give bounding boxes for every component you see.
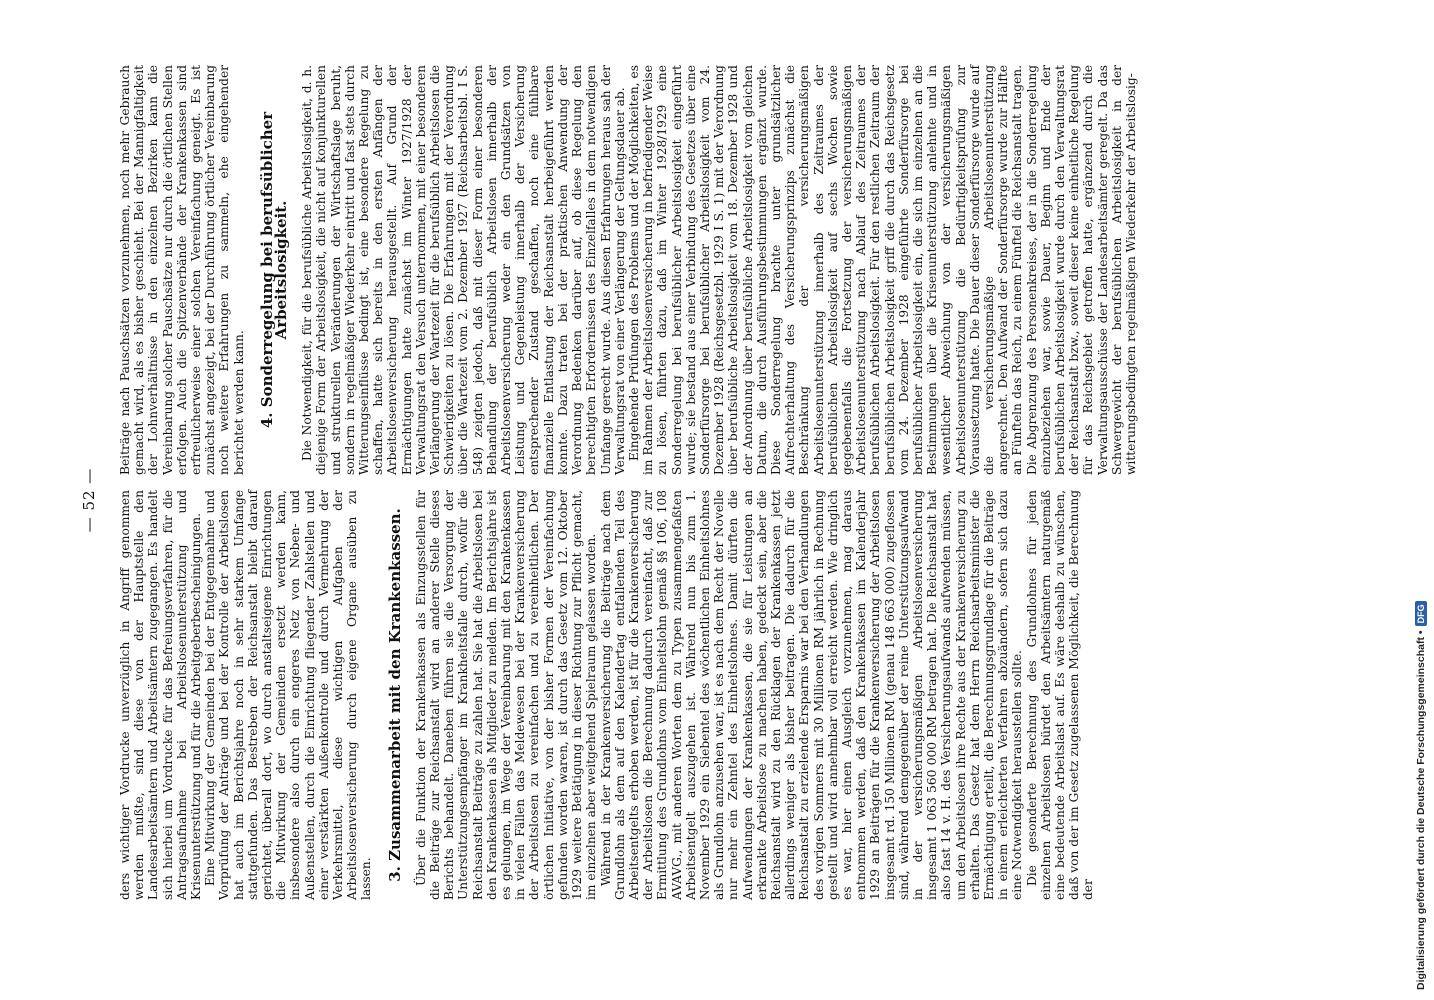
paragraph-notwendigkeit: Die Notwendigkeit, für die berufsübliche Arbeitslosigkeit, d. h. diejenige Form der Arbeitslosigkeit, die nicht auf konjunkturellen und strukturellen Veränderungen der Wirtschaftslage beruht, sondern in regelmäßiger Wiederkehr eintritt und fast stets durch Witterungseinflüsse bedingt ist, eine besondere Regelung zu schaffen, hatte sich bereits in den ersten Anfängen der Arbeitslosenversicherung herausgestellt. Auf Grund der Ermächtigungen hatte zunächst im Winter 1927/1928 der Verwaltungsrat den Versuch unternommen, mit einer besonderen Verlängerung der Wartezeit für die berufsüblich Arbeitslosen die Schwierigkeiten zu lösen. Die Erfahrungen mit der Verordnung über die Wartezeit vom 2. Dezember 1927 (Reichsarbeitsbl. I S. 548) zeigten jedoch, daß mit dieser Form einer besonderen Behandlung der berufsüblich Arbeitslosen innerhalb der Arbeitslosenversicherung weder ein den Grundsätzen von Leistung und Gegenleistung innerhalb der Versicherung entsprechender Zustand geschaffen, noch eine fühlbare finanzielle Entlastung der Reichsanstalt herbeigeführt werden konnte. Dazu traten bei der praktischen Anwendung der Verordnung Bedenken darüber auf, ob diese Regelung den berechtigten Erfordernissen des Einzelfalles in dem notwendigen Umfange gerecht wurde. Aus diesen Erfahrungen heraus sah der Verwaltungsrat von einer Verlängerung der Geltungsdauer ab. xyxy=(300,65,627,475)
paragraph-eingehende: Eingehende Prüfungen des Problems und der Möglichkeiten, es im Rahmen der Arbeitslosenversicherung in befriedigender Weise zu lösen, führten dazu, daß im Winter 1928/1929 eine Sonderregelung bei berufsüblicher Arbeitslosigkeit eingeführt wurde; sie bestand aus einer Verbindung des Gesetzes über eine Sonderfürsorge bei berufsüblicher Arbeitslosigkeit vom 24. Dezember 1928 (Reichsgesetzbl. 1929 I S. 1) mit der Verordnung über berufsübliche Arbeitslosigkeit vom 18. Dezember 1928 und der Anordnung über berufsübliche Arbeitslosigkeit vom gleichen Datum, die durch Ausführungsbestimmungen ergänzt wurde. Diese Sonderregelung brachte unter grundsätzlicher Aufrechterhaltung des Versicherungsprinzips zunächst die Beschränkung der versicherungsmäßigen Arbeitslosenunterstützung innerhalb des Zeitraumes der berufsüblichen Arbeitslosigkeit auf sechs Wochen sowie gegebenenfalls die Fortsetzung der versicherungsmäßigen Arbeitslosenunterstützung nach Ablauf des Zeitraumes der berufsüblichen Arbeitslosigkeit. Für den restlichen Zeitraum der berufsüblichen Arbeitslosigkeit griff die durch das Reichsgesetz vom 24. Dezember 1928 eingeführte Sonderfürsorge bei berufsüblicher Arbeitslosigkeit ein, die sich im einzelnen an die Bestimmungen über die Krisenunterstützung anlehnte und in wesentlicher Abweichung von der versicherungsmäßigen Arbeitslosenunterstützung die Bedürftigkeitsprüfung zur Voraussetzung hatte. Die Dauer dieser Sonderfürsorge wurde auf die versicherungsmäßige Arbeitslosenunterstützung angerechnet. Den Aufwand der Sonderfürsorge wurde zur Hälfte an Fünfteln das Reich, zu einem Fünftel die Reichsanstalt tragen. Die Abgrenzung des Personenkreises, der in die Sonderregelung einzubeziehen war, sowie Dauer, Beginn und Ende der berufsüblichen Arbeitslosigkeit wurde durch den Verwaltungsrat der Reichsanstalt bzw., soweit dieser keine einheitliche Regelung für das Reichsgebiet getroffen hatte, ergänzend durch die Verwaltungsausschüsse der Landesarbeitsämter geregelt. Da das Schwergewicht der berufsüblichen Arbeitslosigkeit in der witterungsbedingten regelmäßigen Wiederkehr der Arbeitslosig- xyxy=(626,65,1139,475)
paragraph-funktion: Über die Funktion der Krankenkassen als Einzugsstellen für die Beiträge zur Reichsanstalt wird an anderer Stelle dieses Berichts behandelt. Daneben führen sie die Versorgung der Unterstützungsempfänger im Krankheitsfalle durch, wofür die Reichsanstalt Beiträge zu zahlen hat. Sie hat die Arbeitslosen bei den Krankenkassen als Mitglieder zu melden. Im Berichtsjahre ist es gelungen, im Wege der Vereinbarung mit den Krankenkassen in vielen Fällen das Meldewesen bei der Krankenversicherung der Arbeitslosen zu vereinfachen und zu vereinheitlichen. Der örtlichen Initiative, von der bisher Formen der Vereinfachung gefunden worden waren, ist durch das Gesetz vom 12. Oktober 1929 weitere Betätigung in dieser Richtung zur Pflicht gemacht, im einzelnen aber weitgehend Spielraum gelassen worden. xyxy=(413,490,599,900)
dfg-funding-note xyxy=(1413,500,1433,1000)
paragraph-gesonderte: Die gesonderte Berechnung des Grundlohnes für jeden einzelnen Arbeitslosen bürdet den Arbeitsämtern naturgemäß eine bedeutende Arbeitslast auf. Es wäre deshalb zu wünschen, daß von der im Gesetz zugelassenen Möglichkeit, die Berechnung der xyxy=(1024,490,1096,900)
paragraph-waehrend: Während in der Krankenversicherung die Beiträge nach dem Grundlohn als dem auf den Kalendertag entfallenden Teil des Arbeitsentgelts erhoben werden, ist für die Krankenversicherung der Arbeitslosen die Berechnung dadurch vereinfacht, daß zur Ermittlung des Grundlohns vom Einheitslohn gemäß §§ 106, 108 AVAVG., mit anderen Worten dem zu Typen zusammengefaßten Arbeitsentgelt auszugehen ist. Während nun bis zum 1. November 1929 ein Siebentel des wöchentlichen Einheitslohnes als Grundlohn anzusehen war, ist es nach dem Recht der Novelle nur mehr ein Zehntel des Einheitslohnes. Damit dürften die Aufwendungen der Krankenkassen, die sie für Leistungen an erkrankte Arbeitslose zu machen haben, gedeckt sein, aber die Reichsanstalt wird zu den Rücklagen der Krankenkassen jetzt allerdings weniger als bisher beitragen. Die dadurch für die Reichsanstalt zu erzielende Ersparnis war bei den Verhandlungen des vorigen Sommers mit 30 Millionen RM jährlich in Rechnung gestellt und wird annehmbar voll erreicht werden. Wie dringlich es war, hier einen Ausgleich vorzunehmen, mag daraus entnommen werden, daß den Krankenkassen im Kalenderjahr 1929 an Beiträgen für die Krankenversicherung der Arbeitslosen insgesamt rd. 150 Millionen RM (genau 148 663 000) zugeflossen sind, während demgegenüber der reine Unterstützungsaufwand in der versicherungsmäßigen Arbeitslosenversicherung insgesamt 1 063 560 000 RM betragen hat. Die Reichsanstalt hat also fast 14 v. H. des Versicherungsaufwands aufwenden müssen, um den Arbeitslosen ihre Rechte aus der Krankenversicherung zu erhalten. Das Gesetz hat dem Herrn Reichsarbeitsminister die Ermächtigung erteilt, die Berechnungsgrundlage für die Beiträge in einem erleichterten Verfahren abzuändern, sofern sich dazu eine Notwendigkeit herausstellen sollte. xyxy=(598,490,1025,900)
page-number: — 52 — xyxy=(80,467,98,533)
section-heading-3: 3. Zusammenarbeit mit den Krankenkassen. xyxy=(385,508,404,882)
paragraph-gemeinden: Eine Mitwirkung der Gemeinden bei der Entgegennahme und Vorprüfung der Anträge und bei der Kontrolle der Arbeitslosen hat auch im Berichtsjahre noch in sehr starkem Umfange stattgefunden. Das Bestreben der Reichsanstalt bleibt darauf gerichtet, überall dort, wo durch anstaltseigene Einrichtungen die Mitwirkung der Gemeinden ersetzt werden kann, insbesondere also durch ein engeres Netz von Neben- und Außenstellen, durch die Einrichtung fliegender Zahlstellen und einer verstärkten Außenkontrolle und durch Vermehrung der Verkehrsmittel, diese wichtigen Aufgaben der Arbeitslosenversicherung durch eigene Organe ausüben zu lassen. xyxy=(203,490,374,900)
right-column xyxy=(118,65,1138,475)
paragraph-intro: ders wichtiger Vordrucke unverzüglich in Angriff genommen werden mußte, sind diese von der Hauptstelle den Landesarbeitsämtern und Arbeitsämtern zugegangen. Es handelt sich hierbei um Vordrucke für das Befreiungsverfahren, für die Antragsaufnahme bei Arbeitslosenunterstützung und Krisenunterstützung und für die Arbeitgeberbescheinigungen. xyxy=(118,490,204,900)
dfg-logo-badge: DFG xyxy=(1415,601,1427,626)
paragraph-beitraege: Beiträge nach Pauschsätzen vorzunehmen, noch mehr Gebrauch gemacht wird, als es bisher geschieht. Bei der Mannigfaltigkeit der Lohnverhältnisse in den einzelnen Bezirken kann die Vereinbarung solcher Pauschsätze nur durch die örtlichen Stellen erfolgen. Auch die Spitzenverbände der Krankenkassen sind erfreulicherweise einer solchen Vereinfachung geneigt. Es ist zunächst angezeigt, bei der Durchführung örtlicher Vereinbarung noch weitere Erfahrungen zu sammeln, ehe eingehender berichtet werden kann. xyxy=(118,65,246,475)
section-heading-4: 4. Sonderregelung bei berufsüblicher Arbeitslosigkeit. xyxy=(257,111,291,429)
left-column xyxy=(118,490,1096,900)
dfg-note-text: Digitalisierung gefördert durch die Deutsche Forschungsgemeinschaft • xyxy=(1415,630,1427,990)
